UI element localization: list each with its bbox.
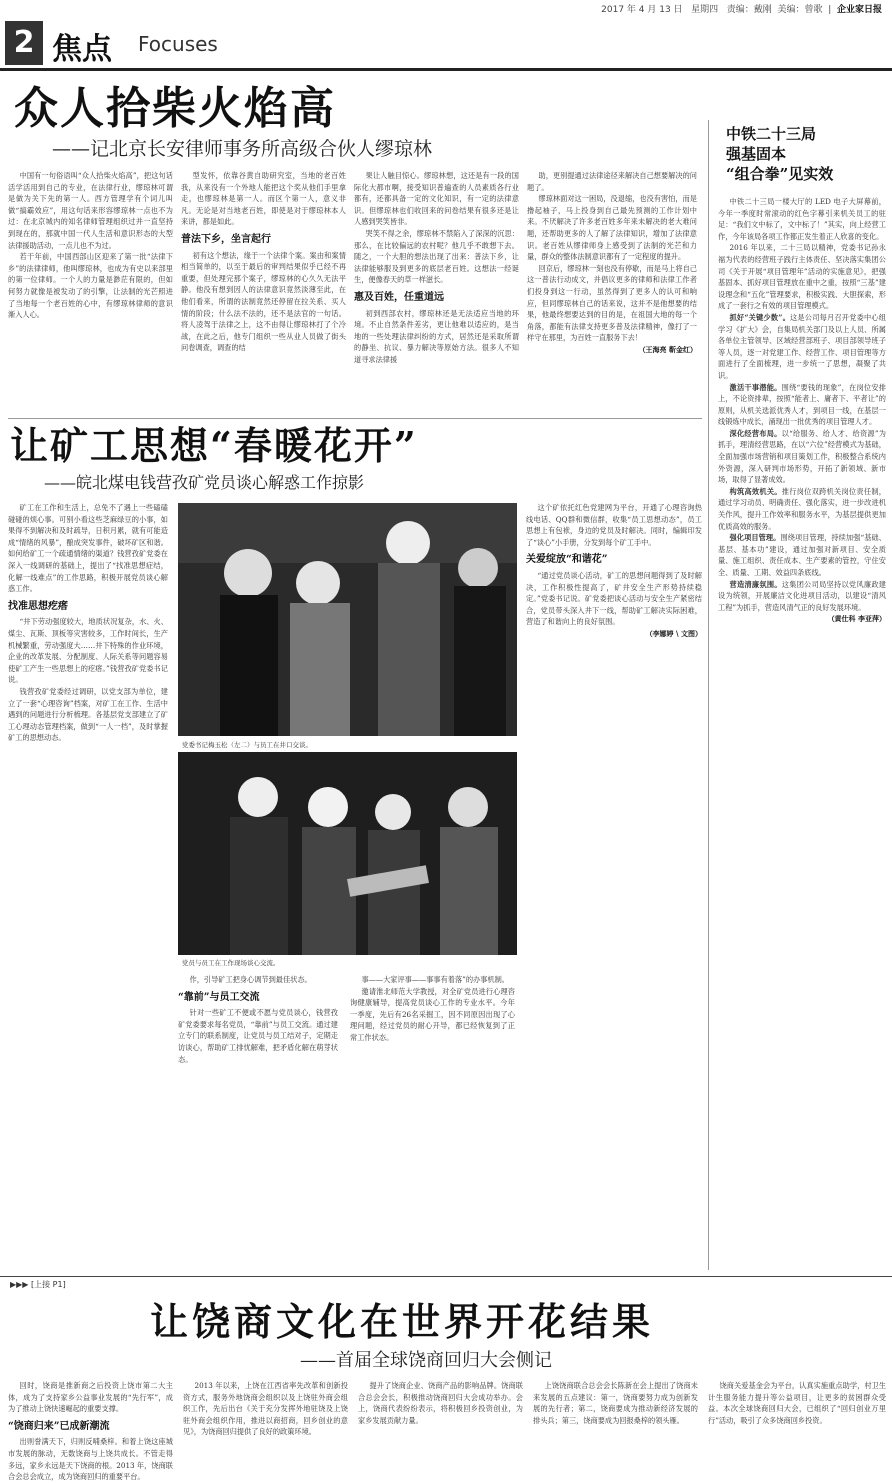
sidebar-lead: 抓好“关键少数”。 (729, 312, 790, 322)
paper-name: 企业家日报 (836, 5, 882, 15)
article2-byline: （李娜婷 \ 文图） (645, 628, 702, 638)
article3-headline: 让饶商文化在世界开花结果 (150, 1299, 655, 1344)
sidebar-lead: 营造清廉氛围。 (729, 579, 782, 589)
article2-photo-2 (178, 752, 517, 955)
article2-col1-para: 钱营孜矿党委经过调研，以党支部为单位，建立了一套“心理咨询”档案，对矿工在工作、生活中遇到的问题进行分析梳理。各基层党支部建立了矿工心理动态管理档案，做到“一人一档”，及时掌握矿工的思想动态。 (8, 686, 168, 743)
sidebar-para: 构筑高效机关。推行岗位双跨机关岗位责任制，通过学习动员、明确责任、强化落实，进一步改进机关作风，提升工作效率和服务水平，为基层提供更加优质高效的服务。 (718, 486, 886, 531)
article1-col4-para: 回京后，缪琼林一刻也没有停歇，而是马上将自己这一普法行动成文，并倡议更多的律师和法律工作者们投身到这一行动，虽然得到了更多人的认可和响应，但同缪琼林自己的话来说，这并不是他想要的结果，他最终想要达到的目的是，在祖国大地的每一个角落，都能有法律支持更多普及法律精神，像打了一样守在那里，为百姓一直服务下去！ (527, 263, 697, 343)
sidebar-para: 深化经营布局。以“给服务、给人才、给资源”为抓手，理清经营思路，在以“六位”经营模式为基础，全面加强市场营销和项目策划工作，积极整合系统内外资源，深入研判市场形势，开拓了新领域、新市场，取得了显著成效。 (718, 428, 886, 485)
article2-col1-para: “井下劳动强度较大，地质状况复杂，水、火、煤尘、瓦斯、顶板等灾害较多，工作时间长，生产机械繁重，劳动强度大……井下特殊的作业环境，企业的改革发展、分配制度、人际关系等问题容易使矿工产生一些思想上的疙瘩。”钱营孜矿党委书记说。 (8, 617, 168, 685)
article1-subhead: ——记北京长安律师事务所高级合伙人缪琼林 (52, 138, 433, 160)
sidebar-title-line-1: 中铁二十三局 (726, 125, 817, 143)
article3-col3-para: 提升了饶商企业、饶商产品的影响品牌。饶商联合总会会长，积极推动饶商回归大会成功举办。会上，饶商代表纷纷表示，将积极回乡投资创业，为家乡发展贡献力量。 (358, 1381, 523, 1425)
sidebar-title-line-3: “组合拳”见实效 (726, 165, 834, 183)
article1-subheading: 惠及百姓，任重道远 (354, 291, 444, 303)
article2-subheading: 找准思想疙瘩 (8, 600, 68, 612)
article3-col1-para: 出则誉满天下，归则反哺桑梓。和着上饶这座城市发展的脉动，无数饶商与上饶共成长。不管走得多远，家乡永远是天下饶商的根。2013 年，饶商联合会总会成立，成为饶商回归的重要平台。 (8, 1437, 173, 1482)
issue-date: 2017 年 4 月 13 日 (601, 5, 683, 15)
article1-column-4 (527, 170, 697, 412)
article2-subheading: “靠前”与员工交流 (178, 991, 260, 1003)
article1-col4-para: 助，更别提通过法律途径来解决自己想要解决的问题了。 (527, 171, 697, 192)
continued-from-label[interactable]: ▶▶▶ [上接 P1] (10, 1280, 66, 1289)
sidebar-para: 强化项目管理。围绕项目管理，持续加强“基础、基层、基本功”建设，通过加强对新项目、安全质量、施工组织、责任成本、生产要素的管控，守住安全、质量、工期、效益四条底线。 (718, 533, 886, 577)
sidebar-lead: 深化经营布局。 (729, 428, 782, 438)
article1-col4-para: 缪琼林面对这一困局，没退缩，也没有害怕，而是撸起袖子，马上投身到自己最先预测的工作计划中来。不厌解决了许多老百姓多年来未解决的老大难问题，还帮助更多的人了解了法律知识，增加了法律意识。老百姓从缪律师身上感受到了法制的光芒和力量，群众的整体法制意识都有了一定程度的提升。 (527, 194, 697, 262)
sidebar-headline (726, 124, 886, 184)
article3-subhead: ——首届全球饶商回归大会侧记 (300, 1350, 552, 1371)
article2-col2-para: 针对一些矿工不便或不愿与党员谈心，钱营孜矿党委要求每名党员，“靠前”与员工交流。通过建立专门的联系制度，让党员与员工结对子，定期走访谈心，帮助矿工排忧解难，把矛盾化解在萌芽状态。 (178, 1008, 338, 1064)
article1-col3-para: 初到西部农村，缪琼林还是无法适应当地的环境。不止自然条件差劣，更让他难以适应的，是当地的一些处理法律纠纷的方式，居然还是采取所谓的静坐、抗议、暴力解决等原始方法。很多人不知道寻求法律援 (354, 308, 519, 364)
section-title-en: Focuses (138, 32, 218, 56)
article1-column-3 (354, 170, 519, 412)
article2-col1-para: 矿工在工作和生活上，总免不了遇上一些磕磕碰碰的烦心事。可别小看这些芝麻绿豆的小事，如果得不到解决和及时疏导，日积月累，就有可能造成“情绪的风暴”，酿成突发事件，破坏矿区和谐。如何给矿工一个疏通情绪的渠道？钱营孜矿党委在深入一线调研的基础上，提出了“找准思想症结，化解一线难点”的工作思路，积极开展党员谈心解惑工作。 (8, 503, 168, 594)
designer-credit: 美编：曾歌 (777, 5, 823, 15)
article2-headline: 让矿工思想“春暖花开” (10, 423, 418, 468)
article2-col2-para: 作，引导矿工把身心调节到最佳状态。 (189, 975, 312, 984)
sidebar-body (718, 196, 886, 1270)
section-title-cn: 焦点 (52, 32, 112, 67)
editor-credit: 责编：戴刚 (726, 5, 772, 15)
article3-column-1 (8, 1380, 173, 1482)
article2-column-2 (178, 974, 338, 1272)
article3-col5-para: 饶商关爱基金会为平台，认真实施重点助学，村卫生计生服务能力提升等公益项目，让更多的贫困群众受益。本次全球饶商回归大会，已组织了“回归创业万里行”活动，吸引了众多饶商回乡投资。 (708, 1381, 886, 1425)
article1-byline: （王海亮 靳金红） (638, 344, 697, 354)
miners-photo-illustration (178, 503, 517, 736)
article2-column-4 (526, 502, 702, 1272)
article3-column-2 (183, 1380, 348, 1436)
photo-2-caption: 党员与员工在工作现场谈心交流。 (182, 959, 280, 967)
article1-column-2 (181, 170, 346, 412)
article-divider (8, 418, 702, 419)
article3-subheading: “饶商归来”已成新潮流 (8, 1420, 110, 1432)
section-header (0, 18, 892, 71)
article3-column-4 (533, 1380, 698, 1436)
issue-weekday: 星期四 (691, 5, 719, 15)
article2-subhead: ——皖北煤电钱营孜矿党员谈心解惑工作掠影 (44, 473, 365, 492)
article1-column-1 (8, 170, 173, 412)
article2-col4-para: “通过党员谈心活动，矿工的思想问题得到了及时解决，工作积极性提高了，矿井安全生产形势持续稳定。”党委书记说。矿党委把谈心活动与安全生产紧密结合，党员带头深入井下一线，帮助矿工解决实际困难，营造了和谐向上的良好氛围。 (526, 570, 702, 627)
article1-subheading: 普法下乡，坐言起行 (181, 233, 271, 245)
article3-col4-para: 上饶饶商联合总会会长陈新在会上提出了饶商未来发展的五点建议：第一，饶商要努力成为创新发展的先行者；第二，饶商要成为推动新经济发展的排头兵；第三，饶商要成为回报桑梓的领头雁。 (533, 1381, 698, 1425)
article2-col3-para: 事——大家评事——事事有着落”的办事机制。 (361, 975, 509, 984)
article3-column-5 (708, 1380, 886, 1436)
page-number: 2 (5, 21, 43, 65)
sidebar-para: 激活干事潜能。围绕“要钱的现象”，在岗位安排上，不论资排辈，按照“能者上、庸者下、平者让”的原则，从机关选派优秀人才，到项目一线，在基层一线锻炼中成长，涌现出一批优秀的项目管理人才。 (718, 382, 886, 427)
article2-col3-para: 邀请淮北师范大学教授，对全矿党员进行心理咨询健康辅导，提高党员谈心工作的专业水平。今年一季度，先后有26名采掘工，因不同原因出现了心理问题，经过党员的耐心开导，都已经恢复到了正常工作状态。 (350, 986, 515, 1042)
sidebar-lead: 构筑高效机关。 (729, 486, 782, 496)
sidebar-para: 营造清廉氛围。这集团公司局坚持以党风廉政建设为统领，开展廉洁文化进项目活动，以建设“清风工程”为抓手，营造风清气正的良好发展环境。 (718, 579, 886, 612)
article1-col3-para: 哭笑不得之余，缪琼林不禁陷入了深深的沉思：那么，在比较偏远的农村呢？他几乎不敢想下去。随之，一个大胆的想法出现了出来：普法下乡，让法律能够服及到更多的底层老百姓。这想法一经诞生，便像春天的草一样滋长。 (354, 228, 519, 285)
article2-column-1 (8, 502, 168, 1272)
article3-col1-para: 回时，饶商是推新商之后投资上饶市第二大主体，成为了支持家乡公益事业发展的“先行军”，成为了推动上饶快速崛起的重要支撑。 (8, 1381, 173, 1414)
sidebar-lead: 激活干事潜能。 (729, 382, 782, 392)
photo-1-caption: 党委书记梅玉松（左二）与员工在井口交谈。 (182, 741, 312, 749)
sidebar-para: 中铁二十三局一楼大厅的 LED 电子大屏幕前，今年一季度时常滚动的红色字幕引来机关员工的驻足：“我们文中标了，文中标了！”其实，向上经营工作，今年该局各项工作都正发生着正人欣喜的变化。 (718, 197, 886, 241)
article2-column-3 (350, 974, 515, 1272)
sidebar-lead: 强化项目管理。 (729, 533, 781, 543)
jump-divider (0, 1276, 892, 1277)
article1-col1-para: 若干年前，中国西部山区迎来了第一批“法律下乡”的法律律师，他叫缪琼林，也成为有史以来部里的第一位律师。一个人的力量是渺茫有限的，但如何努力就像是被发动了的引擎，让法制的光芒照进了当地每一个老百姓的心中，有缪琼林律师的意识渐入人心。 (8, 252, 173, 320)
issue-meta: 2017 年 4 月 13 日 星期四 责编：戴刚 美编：曾歌 | 企业家日报 (601, 5, 882, 15)
article3-col2-para: 2013 年以来，上饶在江西省率先改革和创新投资方式，服务外地饶商会组织以及上饶驻外商会组织工作，先后出台《关于充分发挥外地驻饶及上饶驻外商会组织作用，推进以商招商，回乡创业的意见》，为饶商回归提供了良好的政策环境。 (183, 1381, 348, 1437)
column-divider (708, 120, 709, 1270)
sidebar-para: 2016 年以来，二十三局以精神，党委书记孙永福为代表的经营班子践行主体责任、坚决落实集团公司《关于开展“项目管理年”活动的实施意见》，把强基固本、抓好项目管理放在重中之重，按照“三基”建设理念和“五化”管理要求，积极实践、大胆探索，形成了一套行之有效的项目管理模式。 (718, 243, 886, 311)
article1-col1-para: 中国有一句俗语叫“众人拾柴火焰高”，把这句话活学活用到自己的专业，在法律行业，缪琼林可谓是做为关下先的第一人。西方管理学有个词儿叫做“搞霸效应”，用这句话来形容缪琼林一点也不为过：在北京城内的知名律师管理组织过并一直坚持到现在的，那就中国一代人生活和意识形态的大型法律援助活动，一点儿也不为过。 (8, 171, 173, 250)
article1-col3-para: 果让人触目惊心。缪琼林想，这还是有一段的国际化大都市啊，接受知识普遍查的人员素质各行业都有，还都具备一定的文化知识，有一定的法律意识。但缪琼林也们收回来的问卷结果有很多还是让人感到哭笑皆非。 (354, 171, 519, 227)
sidebar-title-line-2: 强基固本 (726, 145, 787, 163)
sidebar-byline: （黄仕科 李亚萍） (827, 614, 886, 624)
article2-col4-para: 这个矿依托红色党建网为平台，开通了心理咨询热线电话、QQ群和微信群，收集“员工思想动态”，员工思想上有包袱，身边的党员及时解决。同时，编辑印发了“谈心”小手册，分发到每个矿工手中。 (526, 503, 702, 547)
article2-subheading: 关爱绽放“和谐花” (526, 554, 608, 566)
article3-column-3 (358, 1380, 523, 1436)
article1-col2-para: 初有这个想法，缘于一个法律个案。案由和案情相当简单的，以至于最后的审判结果似乎已经不再重要，但处理完那个案子，缪琼林的心久久无法平静。他没有想到因人的法律意识竟然淡薄至此，在他们看来，所谓的法制竟然还停留在拉关系、买人情的阶段；什么法不法的，还不是法官的一句话。将人凌驾于法律之上，这不由得让缪琼林打了个冷战，在此之后，他专门组织一些从业人员做了街头问卷调查，调查的结 (181, 250, 346, 353)
workers-talking-photo-illustration (178, 752, 517, 955)
sidebar-para: 抓好“关键少数”。这是公司每月召开党委中心组学习《扩大》会，自集局机关部门及以上人员、所属各单位主管领导、区域经营部班子、项目部领导班子等人员，逐一对党建工作、经营工作、项目管理等方面进行了全面梳理，进一步统一了思想，凝聚了共识。 (718, 312, 886, 380)
article2-photo-1 (178, 503, 517, 736)
article1-col2-para: 型发怀，依靠谷黄自助研究室，当地的老百姓我，从来没有一个外地人能把这个奖从他们手里拿走，也缪琼林是第一人。而区个第一人，意义非凡。无论是对当地老百姓，即使是对于缪琼林本人来讲，都是如此。 (181, 171, 346, 227)
article1-headline: 众人拾柴火焰高 (14, 83, 336, 134)
top-meta-bar (0, 0, 892, 16)
